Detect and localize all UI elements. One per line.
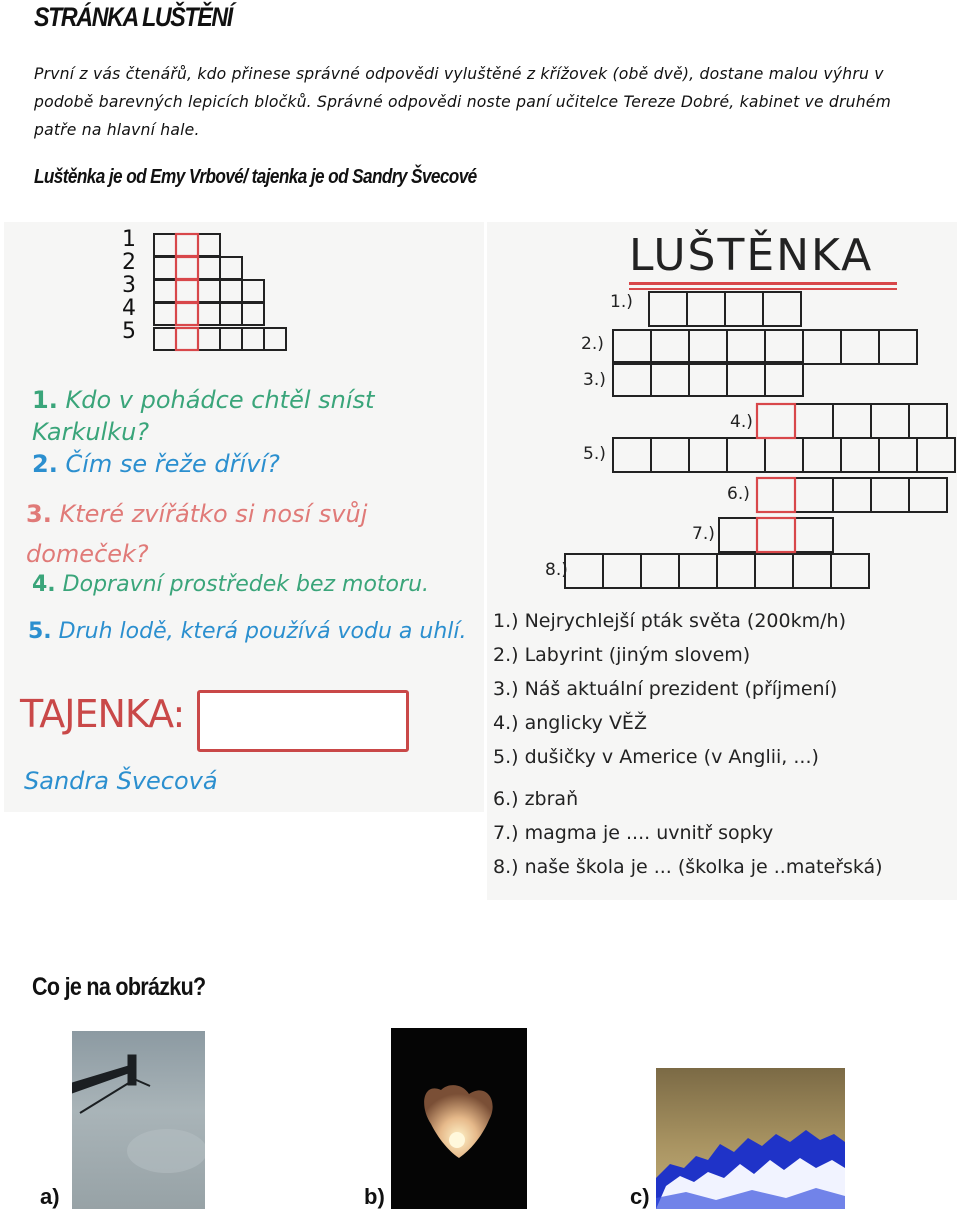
crossword-cell bbox=[689, 362, 727, 396]
row-number: 2 bbox=[122, 250, 136, 275]
crossword-cell bbox=[755, 554, 793, 588]
heart-lantern-photo bbox=[391, 1028, 527, 1209]
crossword-cell bbox=[757, 478, 795, 512]
row-label: 5.) bbox=[583, 444, 606, 464]
page-title: STRÁNKA LUŠTĚNÍ bbox=[34, 2, 232, 32]
row-number: 3 bbox=[122, 273, 136, 298]
clue: 7.) magma je .... uvnitř sopky bbox=[493, 822, 774, 844]
crossword-cell bbox=[651, 330, 689, 364]
crossword-cell bbox=[909, 478, 947, 512]
crossword-cell bbox=[917, 438, 955, 472]
crossword-cell bbox=[831, 554, 869, 588]
crossword-cell bbox=[793, 554, 831, 588]
question-5 bbox=[28, 616, 473, 648]
question-text: Které zvířátko si nosí svůj domeček? bbox=[26, 500, 368, 568]
crossword-cell bbox=[603, 554, 641, 588]
clue: 1.) Nejrychlejší pták světa (200km/h) bbox=[493, 610, 846, 632]
puzzle-credit: Luštěnka je od Emy Vrbové/ tajenka je od Sandry Švecové bbox=[34, 166, 477, 188]
option-label: a) bbox=[40, 1184, 60, 1209]
clue: 4.) anglicky VĚŽ bbox=[493, 712, 647, 734]
row-label: 4.) bbox=[730, 412, 753, 432]
crossword-cell bbox=[641, 554, 679, 588]
crossword-cell bbox=[725, 292, 763, 326]
question-4 bbox=[32, 572, 429, 597]
crossword-cell bbox=[795, 518, 833, 552]
crossword-cell bbox=[613, 362, 651, 396]
crossword-cell bbox=[613, 438, 651, 472]
crossword-cell bbox=[565, 554, 603, 588]
row-number: 5 bbox=[122, 319, 136, 344]
row-number: 4 bbox=[122, 296, 136, 321]
crossword-cell bbox=[727, 438, 765, 472]
crossword-cell bbox=[795, 404, 833, 438]
row-number: 1 bbox=[122, 227, 136, 252]
heart-lantern-icon bbox=[391, 1028, 527, 1209]
crossword-cell bbox=[795, 478, 833, 512]
crossword-cell bbox=[689, 330, 727, 364]
clue: 5.) dušičky v Americe (v Anglii, ...) bbox=[493, 746, 819, 768]
crossword-cell bbox=[651, 362, 689, 396]
question-number: 2. bbox=[32, 450, 58, 478]
author-signature: Sandra Švecová bbox=[24, 767, 218, 795]
picture-quiz-heading: Co je na obrázku? bbox=[32, 973, 206, 1001]
row-label: 2.) bbox=[581, 334, 604, 354]
row-label: 7.) bbox=[692, 524, 715, 544]
clue: 2.) Labyrint (jiným slovem) bbox=[493, 644, 751, 666]
crossword-cell bbox=[765, 438, 803, 472]
wind-turbine-icon bbox=[72, 1031, 205, 1209]
question-1 bbox=[32, 384, 472, 448]
question-3 bbox=[26, 494, 466, 574]
question-text: Druh lodě, která používá vodu a uhlí. bbox=[58, 619, 467, 644]
right-puzzle-scan bbox=[487, 222, 957, 900]
crossword-cell bbox=[651, 438, 689, 472]
row-label: 1.) bbox=[610, 292, 633, 312]
row-label: 8.) bbox=[545, 560, 568, 580]
tajenka-answer-box[interactable] bbox=[197, 690, 409, 752]
question-2 bbox=[32, 450, 280, 478]
question-number: 4. bbox=[32, 572, 56, 597]
question-number: 5. bbox=[28, 619, 52, 644]
crossword-cell bbox=[833, 404, 871, 438]
row-label: 6.) bbox=[727, 484, 750, 504]
crossword-cell bbox=[765, 330, 803, 364]
left-crossword-grid bbox=[4, 222, 484, 362]
crossword-cell bbox=[649, 292, 687, 326]
question-text: Kdo v pohádce chtěl sníst Karkulku? bbox=[32, 386, 375, 446]
crossword-cell bbox=[727, 362, 765, 396]
crossword-cell bbox=[679, 554, 717, 588]
crossword-cell bbox=[757, 518, 795, 552]
question-text: Dopravní prostředek bez motoru. bbox=[62, 572, 430, 597]
crossword-cell bbox=[879, 438, 917, 472]
clue-list bbox=[493, 604, 883, 884]
option-label: c) bbox=[630, 1184, 650, 1209]
inverted-mountains-photo bbox=[656, 1068, 845, 1209]
tajenka-label: TAJENKA: bbox=[20, 692, 185, 736]
crossword-cell bbox=[763, 292, 801, 326]
clue: 3.) Náš aktuální prezident (příjmení) bbox=[493, 678, 838, 700]
intro-paragraph: První z vás čtenářů, kdo přinese správné odpovědi vyluštěné z křížovek (obě dvě), dostane malou výhru v podobě barevných lepicích bločků. Správné odpovědi noste paní učitelce Tereze Dobré, kabinet ve druhém patře na hlavní hale. bbox=[34, 65, 891, 139]
crossword-cell bbox=[871, 478, 909, 512]
mountains-icon bbox=[656, 1068, 845, 1209]
crossword-cell bbox=[717, 554, 755, 588]
crossword-cell bbox=[803, 330, 841, 364]
crossword-cell bbox=[757, 404, 795, 438]
question-number: 3. bbox=[26, 500, 52, 528]
crossword-cell bbox=[687, 292, 725, 326]
row-label: 3.) bbox=[583, 370, 606, 390]
right-crossword-grid bbox=[487, 222, 957, 602]
option-label: b) bbox=[364, 1184, 385, 1209]
left-puzzle-scan bbox=[4, 222, 484, 812]
crossword-cell bbox=[871, 404, 909, 438]
crossword-cell bbox=[909, 404, 947, 438]
question-text: Čím se řeže dříví? bbox=[65, 450, 280, 478]
crossword-cell bbox=[841, 330, 879, 364]
crossword-cell bbox=[879, 330, 917, 364]
clue: 6.) zbraň bbox=[493, 788, 579, 810]
wind-turbine-photo bbox=[72, 1031, 205, 1209]
crossword-cell bbox=[719, 518, 757, 552]
crossword-cell bbox=[803, 438, 841, 472]
right-puzzle-title: LUŠTĚNKA bbox=[629, 230, 874, 281]
clue: 8.) naše škola je ... (školka je ..mateřská) bbox=[493, 856, 883, 878]
crossword-cell bbox=[613, 330, 651, 364]
crossword-cell bbox=[689, 438, 727, 472]
crossword-cell bbox=[727, 330, 765, 364]
question-number: 1. bbox=[32, 386, 58, 414]
crossword-cell bbox=[765, 362, 803, 396]
crossword-cell bbox=[841, 438, 879, 472]
crossword-cell bbox=[833, 478, 871, 512]
